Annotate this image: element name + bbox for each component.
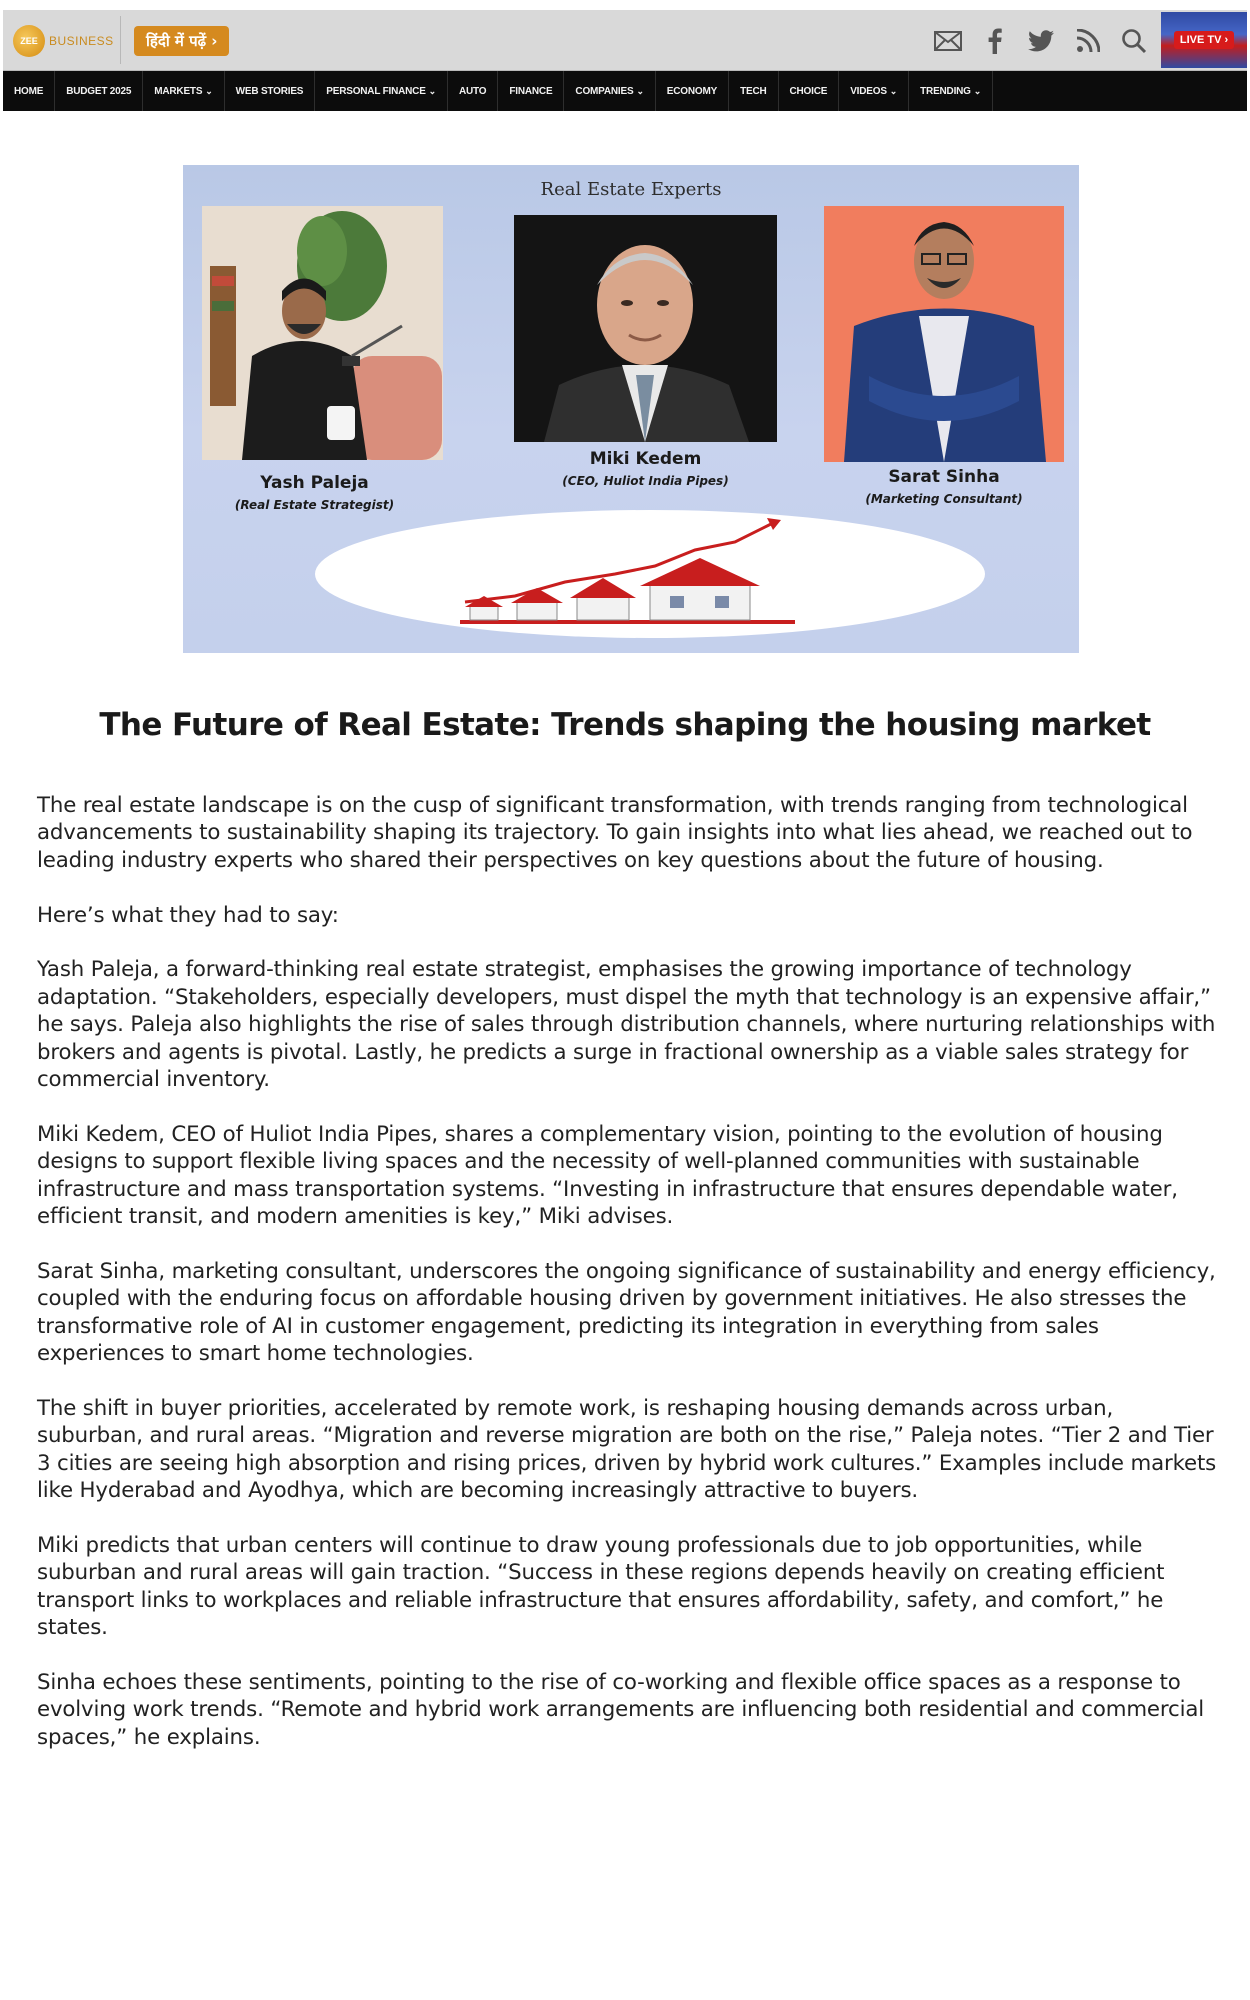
nav-item-label: TRENDING [920, 85, 971, 97]
nav-item-finance[interactable] [498, 71, 564, 111]
article-paragraph: Sinha echoes these sentiments, pointing to the rise of co-working and flexible office spaces as a response to evolving work trends. “Remote and hybrid work arrangements are influencing both residential and commercial spaces,” he explains. [37, 1669, 1205, 1750]
growth-illustration [315, 510, 985, 638]
article-paragraph: Sarat Sinha, marketing consultant, underscores the ongoing significance of sustainability and energy efficiency, coupled with the enduring focus on affordable housing driven by government initiatives. He also stresses the transformative role of AI in customer engagement, predicting its integration in everything from sales experiences to smart home technologies. [37, 1258, 1216, 1367]
expert-role: (Marketing Consultant) [865, 492, 1023, 506]
chevron-down-icon: ⌄ [889, 85, 898, 96]
nav-item-label: AUTO [459, 85, 487, 97]
hero-title: Real Estate Experts [540, 179, 722, 200]
facebook-icon[interactable] [980, 26, 1010, 56]
nav-item-label: CHOICE [789, 85, 828, 97]
logo-mark: ZEE [13, 25, 45, 57]
expert-photo-sarat-sinha [824, 206, 1064, 462]
article-hero-image [183, 165, 1079, 653]
article-paragraph: Miki predicts that urban centers will continue to draw young professionals due to job opportunities, while suburban and rural areas will gain traction. “Success in these regions depends heavily on creating efficient transport links to workplaces and reliable infrastructure that ensures affordability, safety, and comfort,” he states. [37, 1532, 1165, 1641]
article-paragraph: The shift in buyer priorities, accelerated by remote work, is reshaping housing demands across urban, suburban, and rural areas. “Migration and reverse migration are both on the rise,” Paleja notes. “Tier 2 and Tier 3 cities are seeing high absorption and rising prices, driven by hybrid work cultures.” Examples include markets like Hyderabad and Ayodhya, which are becoming increasingly attractive to buyers. [37, 1395, 1217, 1504]
nav-item-markets[interactable] [143, 71, 224, 111]
live-tv-button[interactable] [1161, 12, 1247, 68]
search-icon[interactable] [1119, 26, 1149, 56]
nav-item-label: PERSONAL FINANCE [326, 85, 426, 97]
nav-item-budget-2025[interactable] [55, 71, 143, 111]
nav-item-label: VIDEOS [850, 85, 887, 97]
expert-name: Yash Paleja [260, 473, 369, 493]
expert-name: Sarat Sinha [888, 467, 1000, 487]
logo-text: BUSINESS [49, 34, 114, 48]
article-paragraph: Miki Kedem, CEO of Huliot India Pipes, shares a complementary vision, pointing to the evolution of housing designs to support flexible living spaces and the necessity of well-planned communities with sustainable infrastructure and mass transportation systems. “Investing in infrastructure that ensures dependable water, efficient transit, and modern amenities is key,” Miki advises. [37, 1121, 1178, 1230]
expert-photo-miki-kedem [514, 215, 777, 442]
nav-item-label: MARKETS [154, 85, 203, 97]
nav-item-economy[interactable] [656, 71, 729, 111]
article-paragraph: The real estate landscape is on the cusp of significant transformation, with trends ranging from technological advancements to sustainability shaping its trajectory. To gain insights into what lies ahead, we reached out to leading industry experts who shared their perspectives on key questions about the future of housing. [37, 793, 1193, 873]
main-nav [3, 71, 1247, 111]
article-headline: The Future of Real Estate: Trends shaping the housing market [99, 707, 1151, 743]
site-header [3, 10, 1247, 71]
nav-item-home[interactable] [3, 71, 55, 111]
chevron-down-icon: ⌄ [973, 85, 982, 96]
nav-item-label: ECONOMY [666, 85, 718, 97]
article-paragraph: Yash Paleja, a forward-thinking real estate strategist, emphasises the growing importance of technology adaptation. “Stakeholders, especially developers, must dispel the myth that technology is an expensive affair,” he says. Paleja also highlights the rise of sales through distribution channels, where nurturing relationships with brokers and agents is pivotal. Lastly, he predicts a surge in fractional ownership as a viable sales strategy for commercial inventory. [37, 957, 1216, 1093]
nav-item-label: COMPANIES [575, 85, 634, 97]
expert-name: Miki Kedem [589, 449, 702, 469]
nav-item-label: WEB STORIES [235, 85, 304, 97]
read-in-hindi-button[interactable]: हिंदी में पढ़ें › [134, 26, 229, 56]
article-paragraph: Here’s what they had to say: [37, 902, 339, 928]
nav-item-label: BUDGET 2025 [66, 85, 132, 97]
nav-item-label: FINANCE [509, 85, 553, 97]
expert-role: (CEO, Huliot India Pipes) [562, 474, 729, 488]
nav-item-web-stories[interactable] [225, 71, 316, 111]
chevron-down-icon: ⌄ [636, 85, 644, 96]
nav-item-videos[interactable] [839, 71, 909, 111]
expert-photo-yash-paleja [202, 206, 443, 460]
article-body [37, 792, 1222, 1779]
mail-icon[interactable] [933, 26, 963, 56]
nav-item-tech[interactable] [729, 71, 778, 111]
live-tv-label: LIVE TV › [1174, 31, 1234, 49]
nav-item-label: HOME [14, 85, 44, 97]
nav-item-choice[interactable] [779, 71, 840, 111]
nav-item-auto[interactable] [448, 71, 498, 111]
nav-item-trending[interactable] [909, 71, 993, 111]
nav-item-companies[interactable] [564, 71, 655, 111]
nav-item-label: TECH [740, 85, 767, 97]
site-logo[interactable] [13, 25, 114, 57]
twitter-icon[interactable] [1026, 26, 1056, 56]
chevron-down-icon: ⌄ [428, 85, 437, 96]
header-divider [120, 16, 121, 64]
chevron-down-icon: ⌄ [205, 85, 213, 96]
expert-role: (Real Estate Strategist) [234, 498, 395, 512]
rss-icon[interactable] [1073, 26, 1103, 56]
nav-item-personal-finance[interactable] [315, 71, 448, 111]
